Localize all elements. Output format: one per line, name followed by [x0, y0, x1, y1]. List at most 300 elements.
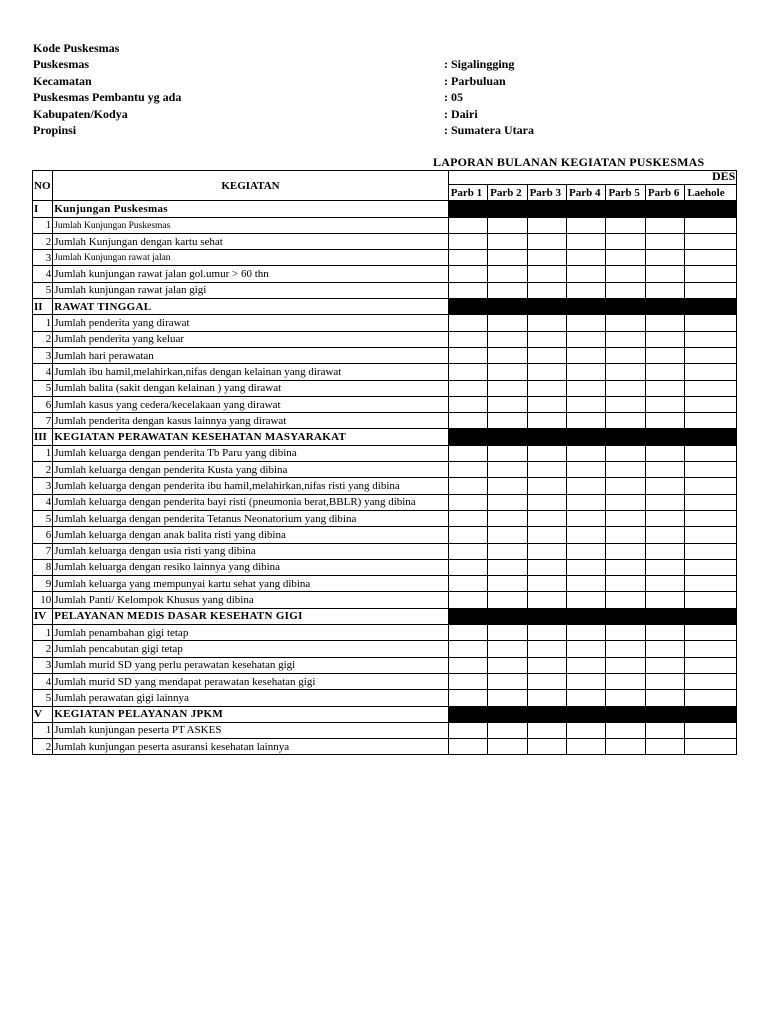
section-title: KEGIATAN PERAWATAN KESEHATAN MASYARAKAT — [53, 429, 448, 445]
data-cell[interactable] — [567, 250, 606, 266]
row-number: 9 — [33, 576, 53, 592]
header-row — [33, 56, 593, 72]
data-cell[interactable] — [685, 592, 737, 608]
data-cell[interactable] — [685, 576, 737, 592]
kegiatan-text: Jumlah keluarga dengan penderita ibu hamil,melahirkan,nifas risti yang dibina — [54, 479, 400, 492]
data-cell[interactable] — [448, 315, 487, 331]
data-cell[interactable] — [645, 739, 684, 755]
data-cell[interactable] — [685, 364, 737, 380]
data-cell[interactable] — [448, 250, 487, 266]
data-cell[interactable] — [685, 282, 737, 298]
data-cell[interactable] — [567, 282, 606, 298]
data-cell[interactable] — [645, 478, 684, 494]
kegiatan-text: Jumlah kunjungan rawat jalan gol.umur > 60 thn — [54, 268, 269, 281]
kegiatan-text: Jumlah murid SD yang perlu perawatan kesehatan gigi — [54, 659, 296, 672]
data-cell[interactable] — [567, 233, 606, 249]
data-cell[interactable] — [567, 625, 606, 641]
data-cell[interactable] — [488, 657, 527, 673]
data-cell[interactable] — [567, 445, 606, 461]
data-cell[interactable] — [567, 722, 606, 738]
data-cell[interactable] — [488, 494, 527, 510]
data-cell[interactable] — [645, 233, 684, 249]
data-cell[interactable] — [527, 478, 566, 494]
section-number: II — [33, 299, 53, 315]
header-value: : Dairi — [444, 106, 478, 121]
kegiatan-cell — [53, 657, 448, 673]
data-cell[interactable] — [606, 641, 645, 657]
data-cell[interactable] — [527, 576, 566, 592]
data-cell[interactable] — [645, 641, 684, 657]
data-cell[interactable] — [488, 217, 527, 233]
data-cell[interactable] — [685, 250, 737, 266]
data-cell[interactable] — [527, 592, 566, 608]
table-row — [33, 266, 737, 282]
kegiatan-text: Jumlah keluarga dengan penderita Tetanus Neonatorium yang dibina — [54, 512, 357, 525]
header-row — [33, 73, 593, 89]
data-cell[interactable] — [606, 282, 645, 298]
data-cell[interactable] — [606, 543, 645, 559]
data-cell[interactable] — [685, 396, 737, 412]
data-cell[interactable] — [606, 413, 645, 429]
data-cell[interactable] — [567, 364, 606, 380]
data-cell[interactable] — [488, 722, 527, 738]
table-row — [33, 576, 737, 592]
data-cell[interactable] — [567, 657, 606, 673]
data-cell[interactable] — [606, 396, 645, 412]
col-no-header: NO — [33, 171, 53, 201]
kegiatan-cell — [53, 266, 448, 282]
data-cell[interactable] — [606, 250, 645, 266]
data-cell[interactable] — [606, 592, 645, 608]
village-col-header: Parb 4 — [567, 185, 606, 201]
table-row — [33, 233, 737, 249]
data-cell[interactable] — [527, 396, 566, 412]
table-row — [33, 462, 737, 478]
data-cell[interactable] — [448, 739, 487, 755]
data-cell[interactable] — [645, 543, 684, 559]
data-cell[interactable] — [645, 494, 684, 510]
kegiatan-text: Jumlah penderita yang dirawat — [54, 317, 190, 330]
data-cell[interactable] — [448, 364, 487, 380]
kegiatan-cell — [53, 739, 448, 755]
data-cell[interactable] — [448, 233, 487, 249]
data-cell[interactable] — [606, 690, 645, 706]
table-row — [33, 347, 737, 363]
data-cell[interactable] — [448, 559, 487, 575]
data-cell[interactable] — [645, 331, 684, 347]
header-row — [33, 122, 593, 138]
data-cell[interactable] — [567, 641, 606, 657]
table-row — [33, 315, 737, 331]
data-cell[interactable] — [488, 250, 527, 266]
data-cell[interactable] — [488, 559, 527, 575]
data-cell[interactable] — [567, 527, 606, 543]
data-cell[interactable] — [527, 673, 566, 689]
data-cell[interactable] — [645, 347, 684, 363]
data-cell[interactable] — [645, 722, 684, 738]
data-cell[interactable] — [567, 543, 606, 559]
data-cell[interactable] — [645, 690, 684, 706]
data-cell[interactable] — [685, 739, 737, 755]
table-row — [33, 739, 737, 755]
des-label: DES — [712, 169, 736, 183]
col-kegiatan-header: KEGIATAN — [53, 171, 448, 201]
data-cell[interactable] — [567, 266, 606, 282]
data-cell[interactable] — [448, 331, 487, 347]
data-cell[interactable] — [645, 266, 684, 282]
kegiatan-cell — [53, 673, 448, 689]
data-cell[interactable] — [645, 592, 684, 608]
data-cell[interactable] — [567, 396, 606, 412]
data-cell[interactable] — [567, 510, 606, 526]
data-cell[interactable] — [685, 478, 737, 494]
data-cell[interactable] — [448, 510, 487, 526]
data-cell[interactable] — [527, 739, 566, 755]
data-cell[interactable] — [685, 233, 737, 249]
header-value: : Sigalingging — [444, 57, 515, 72]
data-cell[interactable] — [606, 315, 645, 331]
data-cell[interactable] — [488, 510, 527, 526]
data-cell[interactable] — [527, 380, 566, 396]
row-number: 2 — [33, 233, 53, 249]
data-cell[interactable] — [685, 217, 737, 233]
data-cell[interactable] — [488, 641, 527, 657]
kegiatan-text: Jumlah Panti/ Kelompok Khusus yang dibina — [54, 594, 254, 607]
data-cell[interactable] — [645, 527, 684, 543]
data-cell[interactable] — [527, 625, 566, 641]
data-cell[interactable] — [488, 233, 527, 249]
data-cell[interactable] — [645, 315, 684, 331]
data-cell[interactable] — [527, 282, 566, 298]
data-cell[interactable] — [488, 527, 527, 543]
data-cell[interactable] — [567, 413, 606, 429]
data-cell[interactable] — [606, 510, 645, 526]
data-cell[interactable] — [606, 331, 645, 347]
kegiatan-cell — [53, 592, 448, 608]
data-cell[interactable] — [685, 331, 737, 347]
row-number: 1 — [33, 625, 53, 641]
data-cell[interactable] — [448, 527, 487, 543]
data-cell[interactable] — [685, 494, 737, 510]
data-cell[interactable] — [606, 462, 645, 478]
data-cell[interactable] — [685, 413, 737, 429]
kegiatan-cell — [53, 364, 448, 380]
data-cell[interactable] — [488, 266, 527, 282]
data-cell[interactable] — [488, 315, 527, 331]
row-number: 4 — [33, 494, 53, 510]
row-number: 3 — [33, 478, 53, 494]
data-cell[interactable] — [448, 641, 487, 657]
table-row — [33, 364, 737, 380]
data-cell[interactable] — [527, 543, 566, 559]
header-label: Propinsi — [33, 122, 77, 137]
data-cell[interactable] — [527, 690, 566, 706]
data-cell[interactable] — [645, 250, 684, 266]
data-cell[interactable] — [606, 478, 645, 494]
data-cell[interactable] — [527, 250, 566, 266]
header-label: Kecamatan — [33, 73, 92, 88]
data-cell[interactable] — [448, 380, 487, 396]
section-number: V — [33, 706, 53, 722]
table-row — [33, 380, 737, 396]
data-cell[interactable] — [488, 380, 527, 396]
section-row — [33, 201, 737, 217]
data-cell[interactable] — [606, 364, 645, 380]
data-cell[interactable] — [606, 347, 645, 363]
kegiatan-cell — [53, 347, 448, 363]
data-cell[interactable] — [606, 217, 645, 233]
data-cell[interactable] — [527, 722, 566, 738]
data-cell[interactable] — [488, 625, 527, 641]
row-number: 3 — [33, 250, 53, 266]
data-cell[interactable] — [488, 347, 527, 363]
data-cell[interactable] — [645, 380, 684, 396]
data-cell[interactable] — [527, 217, 566, 233]
data-cell[interactable] — [448, 657, 487, 673]
data-cell[interactable] — [645, 462, 684, 478]
data-cell[interactable] — [567, 494, 606, 510]
data-cell[interactable] — [567, 576, 606, 592]
data-cell[interactable] — [527, 657, 566, 673]
data-cell[interactable] — [606, 559, 645, 575]
header-value: : 05 — [444, 90, 463, 105]
data-cell[interactable] — [645, 364, 684, 380]
data-cell[interactable] — [606, 266, 645, 282]
kegiatan-text: Jumlah hari perawatan — [54, 349, 154, 362]
data-cell[interactable] — [606, 233, 645, 249]
section-shaded-cell — [448, 706, 736, 722]
data-cell[interactable] — [448, 266, 487, 282]
row-number: 5 — [33, 282, 53, 298]
data-cell[interactable] — [685, 266, 737, 282]
section-title: KEGIATAN PELAYANAN JPKM — [53, 706, 448, 722]
kegiatan-cell — [53, 445, 448, 461]
kegiatan-text: Jumlah ibu hamil,melahirkan,nifas dengan kelainan yang dirawat — [54, 365, 342, 378]
data-cell[interactable] — [685, 445, 737, 461]
data-cell[interactable] — [448, 217, 487, 233]
village-col-header: Parb 2 — [488, 185, 527, 201]
row-number: 4 — [33, 266, 53, 282]
data-cell[interactable] — [488, 331, 527, 347]
header-label: Puskesmas Pembantu yg ada — [33, 90, 182, 105]
data-cell[interactable] — [448, 543, 487, 559]
table-row — [33, 331, 737, 347]
kegiatan-cell — [53, 217, 448, 233]
data-cell[interactable] — [488, 396, 527, 412]
section-number: I — [33, 201, 53, 217]
row-number: 1 — [33, 217, 53, 233]
data-cell[interactable] — [645, 625, 684, 641]
data-cell[interactable] — [567, 315, 606, 331]
kegiatan-cell — [53, 233, 448, 249]
data-cell[interactable] — [685, 462, 737, 478]
row-number: 5 — [33, 690, 53, 706]
table-row — [33, 494, 737, 510]
kegiatan-cell — [53, 478, 448, 494]
village-group-header — [448, 171, 736, 185]
data-cell[interactable] — [448, 445, 487, 461]
data-cell[interactable] — [685, 510, 737, 526]
data-cell[interactable] — [645, 413, 684, 429]
data-cell[interactable] — [488, 413, 527, 429]
data-cell[interactable] — [645, 657, 684, 673]
data-cell[interactable] — [448, 478, 487, 494]
table-row — [33, 510, 737, 526]
data-cell[interactable] — [606, 625, 645, 641]
data-cell[interactable] — [606, 739, 645, 755]
kegiatan-cell — [53, 625, 448, 641]
data-cell[interactable] — [448, 673, 487, 689]
data-cell[interactable] — [685, 380, 737, 396]
data-cell[interactable] — [527, 462, 566, 478]
data-cell[interactable] — [527, 510, 566, 526]
data-cell[interactable] — [685, 722, 737, 738]
data-cell[interactable] — [488, 543, 527, 559]
kegiatan-cell — [53, 315, 448, 331]
data-cell[interactable] — [606, 445, 645, 461]
data-cell[interactable] — [645, 576, 684, 592]
activity-table — [32, 170, 737, 755]
data-cell[interactable] — [488, 739, 527, 755]
kegiatan-cell — [53, 510, 448, 526]
data-cell[interactable] — [685, 673, 737, 689]
data-cell[interactable] — [448, 396, 487, 412]
data-cell[interactable] — [645, 396, 684, 412]
data-cell[interactable] — [685, 641, 737, 657]
kegiatan-text: Jumlah kasus yang cedera/kecelakaan yang dirawat — [54, 398, 281, 411]
data-cell[interactable] — [448, 413, 487, 429]
data-cell[interactable] — [488, 576, 527, 592]
data-cell[interactable] — [567, 690, 606, 706]
data-cell[interactable] — [606, 380, 645, 396]
data-cell[interactable] — [448, 462, 487, 478]
data-cell[interactable] — [645, 217, 684, 233]
kegiatan-text: Jumlah kunjungan peserta PT ASKES — [54, 724, 222, 737]
row-number: 1 — [33, 315, 53, 331]
section-shaded-cell — [448, 201, 736, 217]
data-cell[interactable] — [448, 625, 487, 641]
data-cell[interactable] — [527, 494, 566, 510]
section-shaded-cell — [448, 429, 736, 445]
data-cell[interactable] — [527, 315, 566, 331]
data-cell[interactable] — [606, 576, 645, 592]
data-cell[interactable] — [685, 559, 737, 575]
data-cell[interactable] — [606, 722, 645, 738]
data-cell[interactable] — [685, 690, 737, 706]
table-row — [33, 559, 737, 575]
header-row — [33, 89, 593, 105]
kegiatan-cell — [53, 462, 448, 478]
data-cell[interactable] — [488, 478, 527, 494]
data-cell[interactable] — [448, 494, 487, 510]
kegiatan-cell — [53, 641, 448, 657]
data-cell[interactable] — [448, 722, 487, 738]
data-cell[interactable] — [527, 233, 566, 249]
data-cell[interactable] — [527, 527, 566, 543]
kegiatan-text: Jumlah pencabutan gigi tetap — [54, 642, 183, 655]
data-cell[interactable] — [567, 559, 606, 575]
data-cell[interactable] — [567, 217, 606, 233]
kegiatan-text: Jumlah Kunjungan rawat jalan — [54, 253, 171, 264]
village-col-header: Parb 5 — [606, 185, 645, 201]
data-cell[interactable] — [488, 592, 527, 608]
data-cell[interactable] — [448, 576, 487, 592]
data-cell[interactable] — [527, 413, 566, 429]
header-label: Kabupaten/Kodya — [33, 106, 128, 121]
data-cell[interactable] — [606, 527, 645, 543]
data-cell[interactable] — [527, 445, 566, 461]
row-number: 5 — [33, 510, 53, 526]
kegiatan-text: Jumlah balita (sakit dengan kelainan ) yang dirawat — [54, 382, 282, 395]
data-cell[interactable] — [448, 690, 487, 706]
data-cell[interactable] — [685, 527, 737, 543]
data-cell[interactable] — [527, 641, 566, 657]
data-cell[interactable] — [448, 282, 487, 298]
data-cell[interactable] — [567, 380, 606, 396]
data-cell[interactable] — [488, 462, 527, 478]
data-cell[interactable] — [567, 673, 606, 689]
data-cell[interactable] — [527, 364, 566, 380]
table-body — [33, 201, 737, 755]
data-cell[interactable] — [567, 592, 606, 608]
header-value: : Sumatera Utara — [444, 122, 534, 137]
data-cell[interactable] — [527, 266, 566, 282]
kegiatan-cell — [53, 494, 448, 510]
data-cell[interactable] — [685, 543, 737, 559]
data-cell[interactable] — [645, 282, 684, 298]
data-cell[interactable] — [567, 347, 606, 363]
data-cell[interactable] — [606, 657, 645, 673]
table-row — [33, 413, 737, 429]
data-cell[interactable] — [567, 478, 606, 494]
data-cell[interactable] — [527, 331, 566, 347]
data-cell[interactable] — [488, 282, 527, 298]
data-cell[interactable] — [606, 673, 645, 689]
data-cell[interactable] — [488, 364, 527, 380]
kegiatan-text: Jumlah kunjungan peserta asuransi kesehatan lainnya — [54, 740, 290, 753]
data-cell[interactable] — [645, 673, 684, 689]
kegiatan-cell — [53, 527, 448, 543]
row-number: 7 — [33, 413, 53, 429]
data-cell[interactable] — [567, 462, 606, 478]
data-cell[interactable] — [685, 657, 737, 673]
data-cell[interactable] — [488, 445, 527, 461]
data-cell[interactable] — [448, 347, 487, 363]
data-cell[interactable] — [645, 445, 684, 461]
data-cell[interactable] — [527, 347, 566, 363]
row-number: 1 — [33, 722, 53, 738]
data-cell[interactable] — [527, 559, 566, 575]
section-row — [33, 429, 737, 445]
data-cell[interactable] — [448, 592, 487, 608]
table-row — [33, 250, 737, 266]
data-cell[interactable] — [488, 673, 527, 689]
table-row — [33, 282, 737, 298]
data-cell[interactable] — [567, 739, 606, 755]
data-cell[interactable] — [488, 690, 527, 706]
data-cell[interactable] — [685, 347, 737, 363]
data-cell[interactable] — [685, 315, 737, 331]
row-number: 4 — [33, 364, 53, 380]
data-cell[interactable] — [685, 625, 737, 641]
data-cell[interactable] — [567, 331, 606, 347]
row-number: 6 — [33, 396, 53, 412]
table-row — [33, 722, 737, 738]
data-cell[interactable] — [606, 494, 645, 510]
data-cell[interactable] — [645, 559, 684, 575]
data-cell[interactable] — [645, 510, 684, 526]
kegiatan-cell — [53, 690, 448, 706]
